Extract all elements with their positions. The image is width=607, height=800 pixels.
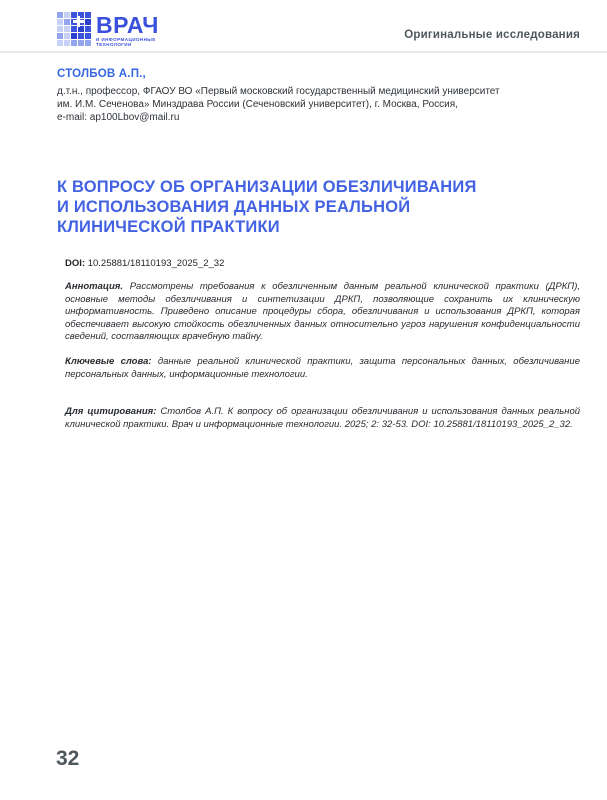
- citation-text: Столбов А.П. К вопросу об организации обезличивания и использования данных реальной клинической практики. Врач и информационные технологии. 2025; 2: 32-53. DOI: 10.25881/18110193_2025_2_32.: [65, 406, 581, 430]
- abstract-label: Аннотация.: [65, 281, 124, 292]
- doi-block: [65, 258, 580, 269]
- keywords-text: данные реальной клинической практики, защита персональных данных, обезличивание персональных данных, информационные технологии.: [65, 356, 580, 380]
- cross-icon: [73, 16, 84, 27]
- affiliation-line: им. И.М. Сеченова» Минздрава России (Сеченовский университет), г. Москва, Россия,: [57, 99, 458, 110]
- logo-subtitle-line2: ТЕХНОЛОГИИ: [96, 42, 132, 47]
- affiliation-line: д.т.н., профессор, ФГАОУ ВО «Первый московский государственный медицинский университет: [57, 86, 500, 97]
- logo-subtitle-line1: И ИНФОРМАЦИОННЫЕ: [96, 37, 156, 42]
- page-header: [57, 12, 580, 47]
- abstract-text: Рассмотрены требования к обезличенным данным реальной клинической практики (ДРКП), основные методы обезличивания и синтетизации ДРКП, позволяющие сохранить их клиническую информативность. Приведено описание процедуры сбора, обезличивания и использования ДРКП, которая обеспечивает высокую стойкость обезличенных данных относительно угроз нарушения конфиденциальности сведений, составляющих врачебную тайну.: [65, 281, 580, 343]
- abstract-paragraph: [65, 281, 580, 344]
- keywords-label: Ключевые слова:: [65, 356, 152, 367]
- header-divider: [0, 51, 607, 53]
- section-label: Оригинальные исследования: [404, 29, 580, 41]
- article-title-line: И ИСПОЛЬЗОВАНИЯ ДАННЫХ РЕАЛЬНОЙ: [57, 198, 411, 216]
- journal-logo: [57, 12, 159, 47]
- logo-subtitle: [96, 37, 159, 47]
- keywords-paragraph: [65, 356, 580, 381]
- doi-label: DOI:: [65, 258, 86, 269]
- doi-value: 10.25881/18110193_2025_2_32: [87, 258, 225, 269]
- citation-paragraph: [65, 406, 580, 431]
- citation-label: Для цитирования:: [65, 406, 157, 417]
- author-email: e-mail: ap100Lbov@mail.ru: [57, 112, 180, 123]
- page-number: 32: [56, 747, 80, 770]
- author-block: [57, 68, 580, 124]
- article-title-line: К ВОПРОСУ ОБ ОРГАНИЗАЦИИ ОБЕЗЛИЧИВАНИЯ: [57, 178, 477, 196]
- article-title: [57, 177, 580, 237]
- logo-text: [96, 12, 159, 47]
- author-name: СТОЛБОВ А.П.,: [57, 68, 146, 80]
- logo-title: ВРАЧ: [96, 12, 159, 38]
- pixel-grid-medical-cross-icon: [57, 12, 91, 46]
- article-title-line: КЛИНИЧЕСКОЙ ПРАКТИКИ: [57, 218, 280, 236]
